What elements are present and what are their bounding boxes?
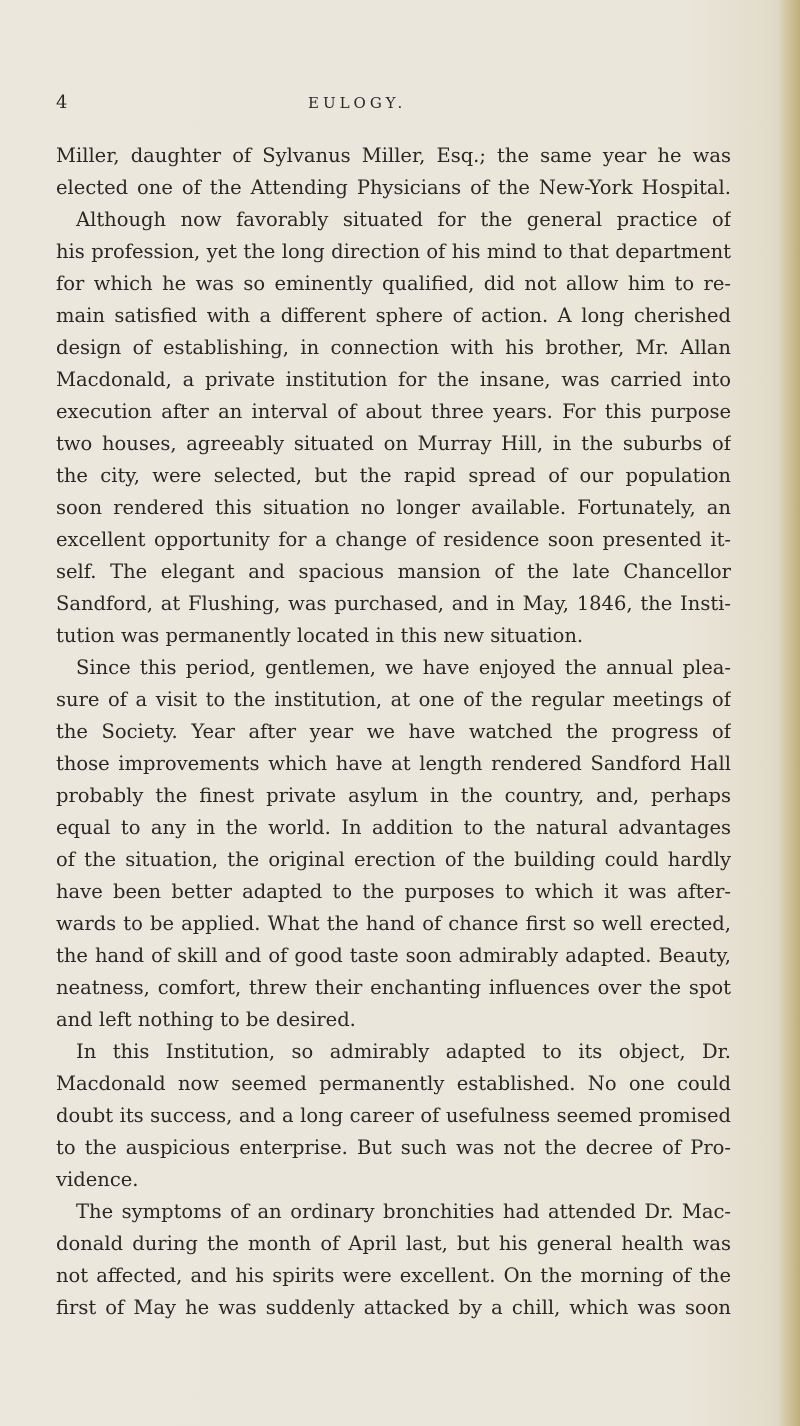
text-line: Since this period, gentlemen, we have enjoyed the annual plea- (76, 656, 731, 679)
text-line: design of establishing, in connection with his brother, Mr. Allan (56, 336, 731, 359)
text-line: neatness, comfort, threw their enchanting influences over the spot (56, 976, 731, 999)
text-line: two houses, agreeably situated on Murray Hill, in the suburbs of (56, 432, 731, 455)
text-line: equal to any in the world. In addition to the natural advantages (56, 816, 731, 839)
text-line: to the auspicious enterprise. But such was not the decree of Pro- (56, 1136, 731, 1159)
text-line: the city, were selected, but the rapid spread of our population (56, 464, 731, 487)
text-line: The symptoms of an ordinary bronchities had attended Dr. Mac- (76, 1200, 731, 1223)
running-head: EULOGY. (308, 94, 407, 112)
text-line: his profession, yet the long direction of his mind to that department (56, 240, 731, 263)
text-line: Although now favorably situated for the general practice of (76, 208, 731, 231)
text-line: soon rendered this situation no longer available. Fortunately, an (56, 496, 731, 519)
page-header (56, 92, 696, 124)
text-line: execution after an interval of about three years. For this purpose (56, 400, 731, 423)
text-line: and left nothing to be desired. (56, 1008, 356, 1031)
text-line: excellent opportunity for a change of residence soon presented it- (56, 528, 731, 551)
text-line: self. The elegant and spacious mansion of the late Chancellor (56, 560, 731, 583)
body-text (56, 140, 731, 1324)
text-line: first of May he was suddenly attacked by a chill, which was soon (56, 1296, 731, 1319)
text-line: not affected, and his spirits were excellent. On the morning of the (56, 1264, 731, 1287)
text-line: main satisfied with a different sphere of action. A long cherished (56, 304, 731, 327)
text-line: the hand of skill and of good taste soon admirably adapted. Beauty, (56, 944, 731, 967)
text-line: doubt its success, and a long career of usefulness seemed promised (56, 1104, 731, 1127)
page-number: 4 (56, 92, 68, 113)
text-line: Sandford, at Flushing, was purchased, and in May, 1846, the Insti- (56, 592, 731, 615)
text-line: the Society. Year after year we have watched the progress of (56, 720, 731, 743)
text-line: of the situation, the original erection of the building could hardly (56, 848, 731, 871)
text-line: sure of a visit to the institution, at one of the regular meetings of (56, 688, 731, 711)
text-line: for which he was so eminently qualified, did not allow him to re- (56, 272, 731, 295)
text-line: tution was permanently located in this new situation. (56, 624, 584, 647)
text-line: In this Institution, so admirably adapted to its object, Dr. (76, 1040, 731, 1063)
text-line: donald during the month of April last, but his general health was (56, 1232, 731, 1255)
page-edge-stain (778, 0, 800, 1426)
text-line: probably the finest private asylum in the country, and, perhaps (56, 784, 731, 807)
text-line: elected one of the Attending Physicians of the New-York Hospital. (56, 176, 731, 199)
text-line: have been better adapted to the purposes to which it was after- (56, 880, 731, 903)
text-line: Macdonald now seemed permanently established. No one could (56, 1072, 731, 1095)
text-line: Miller, daughter of Sylvanus Miller, Esq.; the same year he was (56, 144, 731, 167)
text-line: those improvements which have at length rendered Sandford Hall (56, 752, 731, 775)
text-line: wards to be applied. What the hand of chance first so well erected, (56, 912, 731, 935)
text-line: Macdonald, a private institution for the insane, was carried into (56, 368, 731, 391)
text-line: vidence. (56, 1168, 139, 1191)
